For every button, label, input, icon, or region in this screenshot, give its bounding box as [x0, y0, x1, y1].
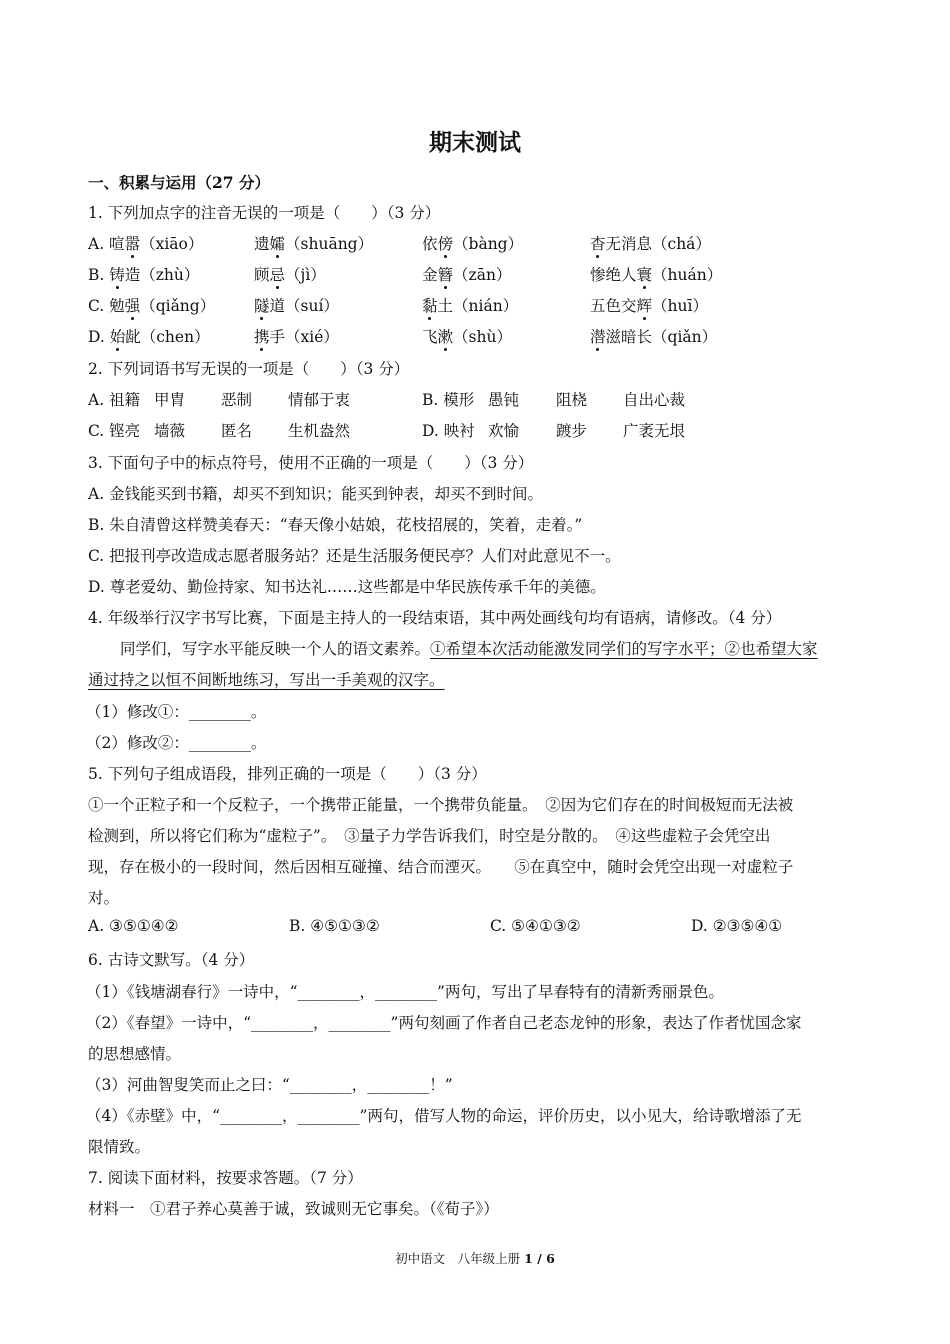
question-2-stem: 2. 下列词语书写无误的一项是（ ）（3 分）	[88, 360, 410, 378]
question-2-word: 恶制	[221, 391, 253, 409]
question-1-option: 依傍（bàng）	[422, 235, 524, 253]
underlined-sentence: 通过持之以恒不间断地练习，写出一手美观的汉字。	[88, 671, 445, 689]
question-3-option: D. 尊老爱幼、勤俭持家、知书达礼……这些都是中华民族传承千年的美德。	[88, 578, 606, 596]
question-1-option: D. 始龀（chen）	[88, 328, 210, 346]
dotted-character: 黏	[422, 297, 438, 315]
question-2-word: B. 模形	[422, 391, 475, 409]
question-6-item: （3）河曲智叟笑而止之曰：“________，________！”	[86, 1076, 453, 1094]
question-5-text: 现，存在极小的一段时间，然后因相互碰撞、结合而湮灭。 ⑤在真空中，随时会凭空出现一对虚粒子	[88, 858, 794, 876]
question-5-stem: 5. 下列句子组成语段，排列正确的一项是（ ）（3 分）	[88, 765, 487, 783]
question-3-option: A. 金钱能买到书籍，却买不到知识；能买到钟表，却买不到时间。	[88, 485, 544, 503]
question-4-passage	[120, 637, 818, 659]
dotted-character: 携	[254, 328, 270, 346]
dotted-character: 铸	[109, 266, 125, 284]
question-1-stem: 1. 下列加点字的注音无误的一项是（ ）（3 分）	[88, 204, 441, 222]
dotted-character: 寰	[636, 266, 653, 284]
question-1-option: 杳无消息（chá）	[590, 235, 711, 253]
question-6-item: （2）《春望》一诗中，“________，________”两句刻画了作者自己老态龙钟的形象，表达了作者忧国念家	[86, 1014, 802, 1032]
page-title: 期末测试	[429, 129, 521, 156]
page-footer	[0, 1249, 950, 1267]
dotted-character: 潜	[590, 328, 606, 346]
question-2-word: 欢愉	[488, 422, 520, 440]
question-2-word: A. 祖籍	[88, 391, 141, 409]
question-1-option: 黏土（nián）	[422, 297, 519, 315]
question-2-word: 甲胄	[154, 391, 186, 409]
dotted-character: 忌	[269, 266, 286, 284]
question-5-option-d: D. ②③⑤④①	[691, 917, 783, 935]
dotted-character: 隧	[254, 297, 270, 315]
dotted-character: 辉	[636, 297, 653, 315]
question-2-word: 匿名	[221, 422, 253, 440]
question-2-word: 广袤无垠	[623, 422, 686, 440]
question-2-word: 自出心裁	[623, 391, 686, 409]
question-2-word: 生机盎然	[288, 422, 351, 440]
question-5-option-c: C. ⑤④①③②	[490, 917, 581, 935]
question-2-word: 阻桡	[556, 391, 588, 409]
question-1-option: A. 喧嚣（xiāo）	[88, 235, 204, 253]
dotted-character: 孀	[269, 235, 286, 253]
question-5-text: 对。	[88, 889, 120, 907]
question-2-word: 愚钝	[488, 391, 520, 409]
question-6-item: （1）《钱塘湖春行》一诗中，“________，________”两句，写出了早春特有的清新秀丽景色。	[86, 983, 724, 1001]
question-2-word: D. 映衬	[422, 422, 475, 440]
question-4-stem: 4. 年级举行汉字书写比赛，下面是主持人的一段结束语，其中两处画线句均有语病，请修改。（4 分）	[88, 609, 782, 627]
question-7-stem: 7. 阅读下面材料，按要求答题。（7 分）	[88, 1169, 363, 1187]
question-1-option: 飞漱（shù）	[422, 328, 512, 346]
question-1-option: B. 铸造（zhù）	[88, 266, 200, 284]
question-3-stem: 3. 下面句子中的标点符号，使用不正确的一项是（ ）（3 分）	[88, 454, 534, 472]
dotted-character: 杳	[590, 235, 606, 253]
underlined-sentence: ①希望本次活动能激发同学们的写字水平；②也希望大家	[430, 640, 818, 658]
question-4-fix-1: （1）修改①：________。	[86, 703, 267, 721]
question-1-option: 遗孀（shuāng）	[254, 235, 374, 253]
question-4-fix-2: （2）修改②：________。	[86, 734, 267, 752]
question-1-option: C. 勉强（qiǎng）	[88, 297, 216, 315]
question-2-word: 墙薇	[154, 422, 186, 440]
section-heading: 一、积累与运用（27 分）	[88, 173, 270, 192]
question-1-option: 顾忌（jì）	[254, 266, 326, 284]
question-6-item: 的思想感情。	[88, 1045, 182, 1063]
question-3-option: B. 朱自清曾这样赞美春天：“春天像小姑娘，花枝招展的，笑着，走着。”	[88, 516, 583, 534]
dotted-character: 簪	[437, 266, 454, 284]
question-6-item: 限情致。	[88, 1138, 151, 1156]
passage-text: 同学们，写字水平能反映一个人的语文素养。	[120, 640, 431, 658]
question-1-option: 惨绝人寰（huán）	[590, 266, 723, 284]
question-5-text: ①一个正粒子和一个反粒子，一个携带正能量，一个携带负能量。 ②因为它们存在的时间极短而无法被	[88, 796, 794, 814]
question-5-text: 检测到，所以将它们称为“虚粒子”。 ③量子力学告诉我们，时空是分散的。 ④这些虚粒子会凭空出	[88, 827, 771, 845]
question-2-word: 踱步	[556, 422, 588, 440]
question-1-option: 潜滋暗长（qiǎn）	[590, 328, 718, 346]
dotted-character: 嚣	[124, 235, 141, 253]
question-1-option: 隧道（suí）	[254, 297, 339, 315]
question-1-option: 携手（xié）	[254, 328, 339, 346]
dotted-character: 漱	[437, 328, 454, 346]
question-6-stem: 6. 古诗文默写。（4 分）	[88, 951, 255, 969]
question-5-option-a: A. ③⑤①④②	[88, 917, 179, 935]
dotted-character: 始	[109, 328, 126, 346]
footer-text: 初中语文 八年级上册	[395, 1251, 525, 1266]
question-6-item: （4）《赤壁》中，“________，________”两句，借写人物的命运，评价历史，以小见大，给诗歌增添了无	[86, 1107, 802, 1125]
question-7-material-1: 材料一 ①君子养心莫善于诚，致诚则无它事矣。（《荀子》）	[88, 1200, 499, 1218]
page-number: 1 / 6	[524, 1251, 555, 1266]
dotted-character: 强	[124, 297, 141, 315]
question-2-word: 情郁于衷	[288, 391, 351, 409]
dotted-character: 傍	[437, 235, 454, 253]
question-5-option-b: B. ④⑤①③②	[289, 917, 380, 935]
question-2-word: C. 铿亮	[88, 422, 141, 440]
question-1-option: 五色交辉（huī）	[590, 297, 708, 315]
question-3-option: C. 把报刊亭改造成志愿者服务站？还是生活服务便民亭？人们对此意见不一。	[88, 547, 621, 565]
question-1-option: 金簪（zān）	[422, 266, 512, 284]
